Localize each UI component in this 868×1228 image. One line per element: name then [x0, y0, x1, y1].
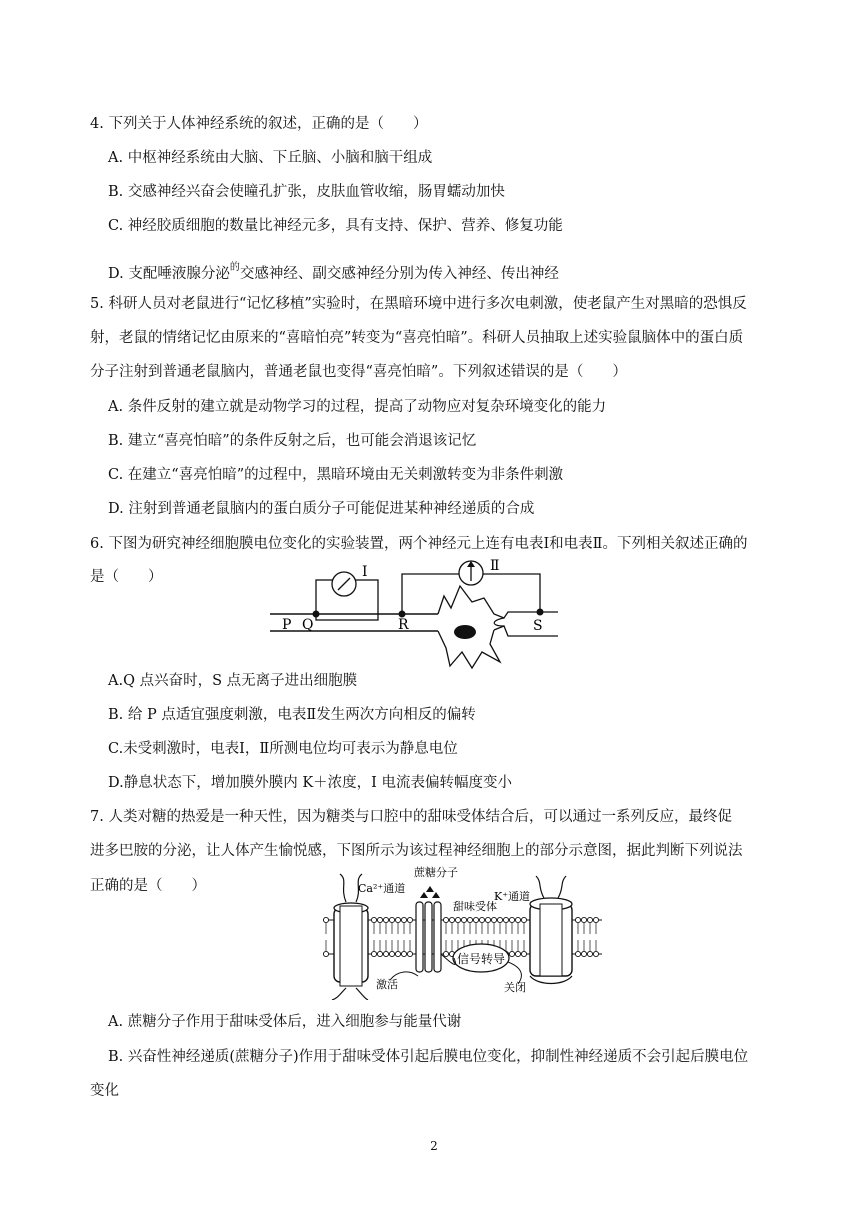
- question-5-option-b: B. 建立“喜亮怕暗”的条件反射之后，也可能会消退该记忆: [108, 433, 477, 449]
- question-7-option-b-line-2: 变化: [90, 1083, 119, 1099]
- question-6-option-a: A.Q 点兴奋时，S 点无离子进出细胞膜: [108, 673, 358, 689]
- question-4-stem: 4. 下列关于人体神经系统的叙述，正确的是（ ）: [90, 116, 428, 132]
- question-5-line-1: 5. 科研人员对老鼠进行“记忆移植”实验时，在黑暗环境中进行多次电刺激，使老鼠产生对黑暗的恐惧反: [90, 296, 747, 312]
- question-6-line-1: 6. 下图为研究神经细胞膜电位变化的实验装置，两个神经元上连有电表Ⅰ和电表Ⅱ。下列相关叙述正确的: [90, 536, 748, 552]
- meter-1-label: I: [362, 564, 368, 580]
- question-6-option-c: C.未受刺激时，电表Ⅰ，Ⅱ所测电位均可表示为静息电位: [108, 741, 458, 757]
- page-number: 2: [430, 1139, 438, 1153]
- sweet-receptor-figure: [318, 858, 608, 1000]
- question-5-option-a: A. 条件反射的建立就是动物学习的过程，提高了动物应对复杂环境变化的能力: [108, 399, 607, 415]
- question-4-option-b: B. 交感神经兴奋会使瞳孔扩张，皮肤血管收缩，肠胃蠕动加快: [108, 184, 505, 200]
- question-4-option-a: A. 中枢神经系统由大脑、下丘脑、小脑和脑干组成: [108, 150, 433, 166]
- question-5-line-2: 射，老鼠的情绪记忆由原来的“喜暗怕亮”转变为“喜亮怕暗”。科研人员抽取上述实验鼠脑体中的蛋白质: [90, 330, 744, 346]
- question-7-line-1: 7. 人类对糖的热爱是一种天性，因为糖类与口腔中的甜味受体结合后，可以通过一系列反应，最终促: [90, 809, 732, 825]
- question-6-line-2: 是（ ）: [90, 569, 163, 585]
- neuron-electrode-figure: [268, 556, 568, 674]
- question-7-line-3: 正确的是（ ）: [90, 878, 206, 894]
- receptor-label: 甜味受体: [453, 900, 497, 913]
- question-5-option-c: C. 在建立“喜亮怕暗”的过程中，黑暗环境由无关刺激转变为非条件刺激: [108, 467, 564, 483]
- question-5-option-d: D. 注射到普通老鼠脑内的蛋白质分子可能促进某种神经递质的合成: [108, 501, 535, 517]
- option-d-suffix: 交感神经、副交感神经分别为传入神经、传出神经: [239, 266, 559, 282]
- question-4-option-d: [108, 258, 559, 284]
- option-d-small-char: 的: [229, 262, 240, 273]
- option-d-prefix: D. 支配唾液腺分泌: [108, 266, 230, 282]
- nucleus: [454, 625, 476, 639]
- k-channel-label: K⁺通道: [494, 890, 531, 903]
- ca-channel-label: Ca²⁺通道: [358, 882, 406, 895]
- point-s-label: S: [533, 618, 543, 634]
- question-7-line-2: 进多巴胺的分泌，让人体产生愉悦感，下图所示为该过程神经细胞上的部分示意图，据此判断下列说法: [90, 843, 743, 859]
- point-p-label: P: [282, 617, 292, 633]
- activate-label: 激活: [376, 978, 398, 991]
- point-q-label: Q: [302, 617, 314, 633]
- question-7-option-b-line-1: B. 兴奋性神经递质(蔗糖分子)作用于甜味受体引起后膜电位变化，抑制性神经递质不会引起后膜电位: [108, 1049, 749, 1065]
- close-label: 关闭: [504, 981, 526, 994]
- signal-transduction-label: 信号转导: [456, 952, 506, 966]
- question-6-option-b: B. 给 P 点适宜强度刺激，电表Ⅱ发生两次方向相反的偏转: [108, 707, 476, 723]
- meter-2-label: Ⅱ: [490, 558, 500, 574]
- question-6-option-d: D.静息状态下，增加膜外膜内 K＋浓度，I 电流表偏转幅度变小: [108, 775, 512, 791]
- question-4-option-c: C. 神经胶质细胞的数量比神经元多，具有支持、保护、营养、修复功能: [108, 218, 563, 234]
- question-7-option-a: A. 蔗糖分子作用于甜味受体后，进入细胞参与能量代谢: [108, 1014, 462, 1030]
- sucrose-label: 蔗糖分子: [414, 866, 458, 879]
- question-5-line-3: 分子注射到普通老鼠脑内，普通老鼠也变得“喜亮怕暗”。下列叙述错误的是（ ）: [90, 364, 627, 380]
- sweet-receptor: [416, 902, 441, 972]
- point-r-label: R: [398, 617, 409, 633]
